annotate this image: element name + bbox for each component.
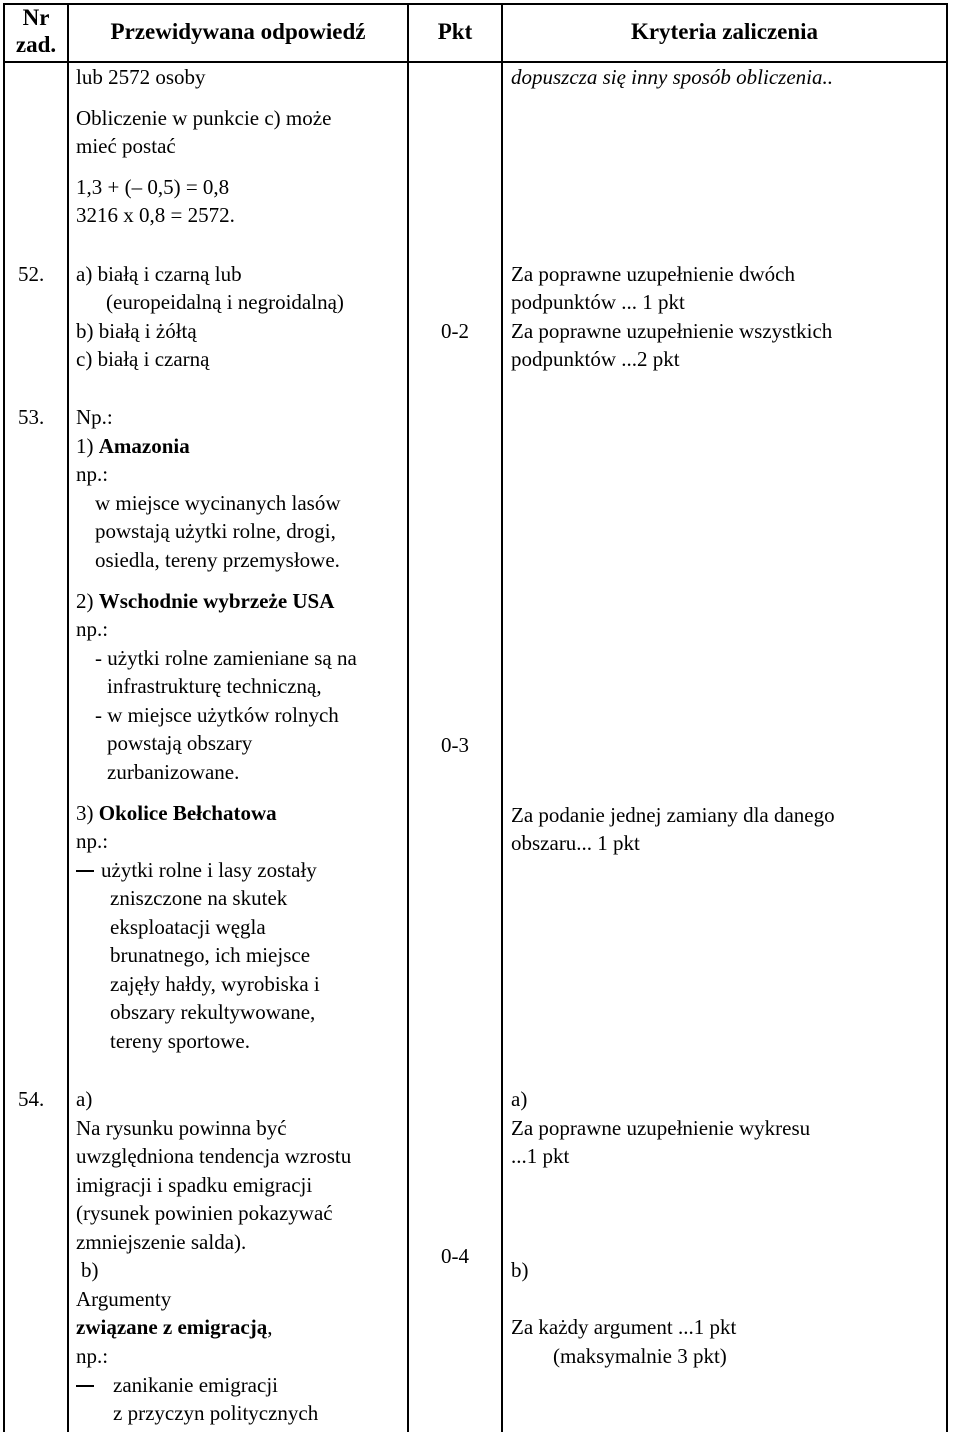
- q54-line-5: zmniejszenie salda).: [76, 1230, 247, 1254]
- q53-criteria-1: Za podanie jednej zamiany dla danego: [511, 803, 835, 827]
- carry-line-3: mieć postać: [76, 134, 176, 158]
- q53-area-1-title: [76, 432, 190, 461]
- q54-criteria-label-b: b): [511, 1258, 529, 1282]
- q53-area-3-line-2: zniszczone na skutek: [110, 886, 288, 910]
- q53-area-2-line-5: zurbanizowane.: [107, 760, 240, 784]
- q54-label-a: a): [76, 1087, 93, 1111]
- q54-line-2: uwzględniona tendencja wzrostu: [76, 1144, 352, 1168]
- column-divider-answer: [407, 3, 409, 1432]
- q54-dash: [76, 1385, 94, 1387]
- q53-area-1-name: Amazonia: [98, 434, 190, 458]
- q53-area-1-line-2: powstają użytki rolne, drogi,: [95, 519, 336, 543]
- q53-area-3-line-6: obszary rekultywowane,: [110, 1000, 316, 1024]
- carry-line-5: 3216 x 0,8 = 2572.: [76, 203, 235, 227]
- q53-area-2-name: Wschodnie wybrzeże USA: [98, 589, 335, 613]
- q54-number: 54.: [18, 1087, 45, 1111]
- q54-points: 0-4: [441, 1244, 469, 1268]
- q54-line-9: z przyczyn politycznych: [113, 1401, 319, 1425]
- q53-area-3-dash: [76, 870, 94, 872]
- q53-number: 53.: [18, 405, 45, 429]
- q53-area-3-name: Okolice Bełchatowa: [98, 801, 277, 825]
- q54-line-4: (rysunek powinien pokazywać: [76, 1201, 333, 1225]
- q53-area-2-line-1: - użytki rolne zamieniane są na: [95, 646, 357, 670]
- q54-criteria-2: ...1 pkt: [511, 1144, 570, 1168]
- q53-area-2-line-4: powstają obszary: [107, 731, 253, 755]
- q53-area-1-number: 1): [76, 434, 99, 458]
- q54-line-7-bold: związane z emigracją: [76, 1315, 268, 1339]
- q53-area-2-number: 2): [76, 589, 99, 613]
- q52-criteria-2: podpunktów ... 1 pkt: [511, 290, 685, 314]
- q54-line-3: imigracji i spadku emigracji: [76, 1173, 313, 1197]
- q54-criteria-label-a: a): [511, 1087, 528, 1111]
- header-nr: Nr zad.: [15, 5, 57, 57]
- q52-criteria-3: Za poprawne uzupełnienie wszystkich: [511, 319, 833, 343]
- q53-area-3-title: [76, 799, 277, 828]
- q54-label-b: b): [81, 1258, 99, 1282]
- q54-criteria-4: (maksymalnie 3 pkt): [553, 1344, 727, 1368]
- q54-line-7-comma: ,: [267, 1315, 273, 1339]
- q52-number: 52.: [18, 262, 45, 286]
- q53-area-2-title: [76, 587, 334, 616]
- q52-answer-a: a) białą i czarną lub: [76, 262, 242, 286]
- header-criteria: Kryteria zaliczenia: [630, 19, 819, 44]
- q53-area-3-line-4: brunatnego, ich miejsce: [110, 943, 311, 967]
- q53-area-3-line-3: eksploatacji węgla: [110, 915, 266, 939]
- q53-area-3-np: np.:: [76, 829, 109, 853]
- q54-line-8: zanikanie emigracji: [113, 1373, 278, 1397]
- header-answer: Przewidywana odpowiedź: [110, 19, 366, 44]
- q53-area-2-line-3: - w miejsce użytków rolnych: [95, 703, 339, 727]
- q54-criteria-3: Za każdy argument ...1 pkt: [511, 1315, 737, 1339]
- q54-line-1: Na rysunku powinna być: [76, 1116, 287, 1140]
- q53-area-3-line-5: zajęły hałdy, wyrobiska i: [110, 972, 320, 996]
- q53-area-3-line-7: tereny sportowe.: [110, 1029, 250, 1053]
- carry-line-4: 1,3 + (– 0,5) = 0,8: [76, 175, 230, 199]
- q54-line-6: Argumenty: [76, 1287, 172, 1311]
- q53-criteria-2: obszaru... 1 pkt: [511, 831, 640, 855]
- q52-answer-a-cont: (europeidalną i negroidalną): [106, 290, 344, 314]
- header-points: Pkt: [437, 19, 473, 44]
- q53-area-2-np: np.:: [76, 617, 109, 641]
- q53-np: Np.:: [76, 405, 113, 429]
- table-top-border: [3, 3, 948, 5]
- q54-np: np.:: [76, 1344, 109, 1368]
- q53-area-1-line-1: w miejsce wycinanych lasów: [95, 491, 341, 515]
- q53-area-1-np: np.:: [76, 462, 109, 486]
- q52-answer-c: c) białą i czarną: [76, 347, 210, 371]
- q53-area-3-number: 3): [76, 801, 99, 825]
- carry-criteria: dopuszcza się inny sposób obliczenia..: [511, 65, 833, 89]
- q52-criteria-4: podpunktów ...2 pkt: [511, 347, 680, 371]
- table-left-border: [3, 3, 5, 1432]
- q52-answer-b: b) białą i żółtą: [76, 319, 197, 343]
- q54-criteria-1: Za poprawne uzupełnienie wykresu: [511, 1116, 811, 1140]
- carry-line-1: lub 2572 osoby: [76, 65, 206, 89]
- q54-line-7: [76, 1313, 273, 1342]
- q52-points: 0-2: [441, 319, 469, 343]
- q53-points: 0-3: [441, 733, 469, 757]
- column-divider-points: [501, 3, 503, 1432]
- column-divider-nr: [67, 3, 69, 1432]
- table-right-border: [946, 3, 948, 1432]
- q53-area-3-line-1: użytki rolne i lasy zostały: [101, 858, 317, 882]
- q53-area-2-line-2: infrastrukturę techniczną,: [107, 674, 322, 698]
- q53-area-1-line-3: osiedla, tereny przemysłowe.: [95, 548, 340, 572]
- carry-line-2: Obliczenie w punkcie c) może: [76, 106, 332, 130]
- q52-criteria-1: Za poprawne uzupełnienie dwóch: [511, 262, 795, 286]
